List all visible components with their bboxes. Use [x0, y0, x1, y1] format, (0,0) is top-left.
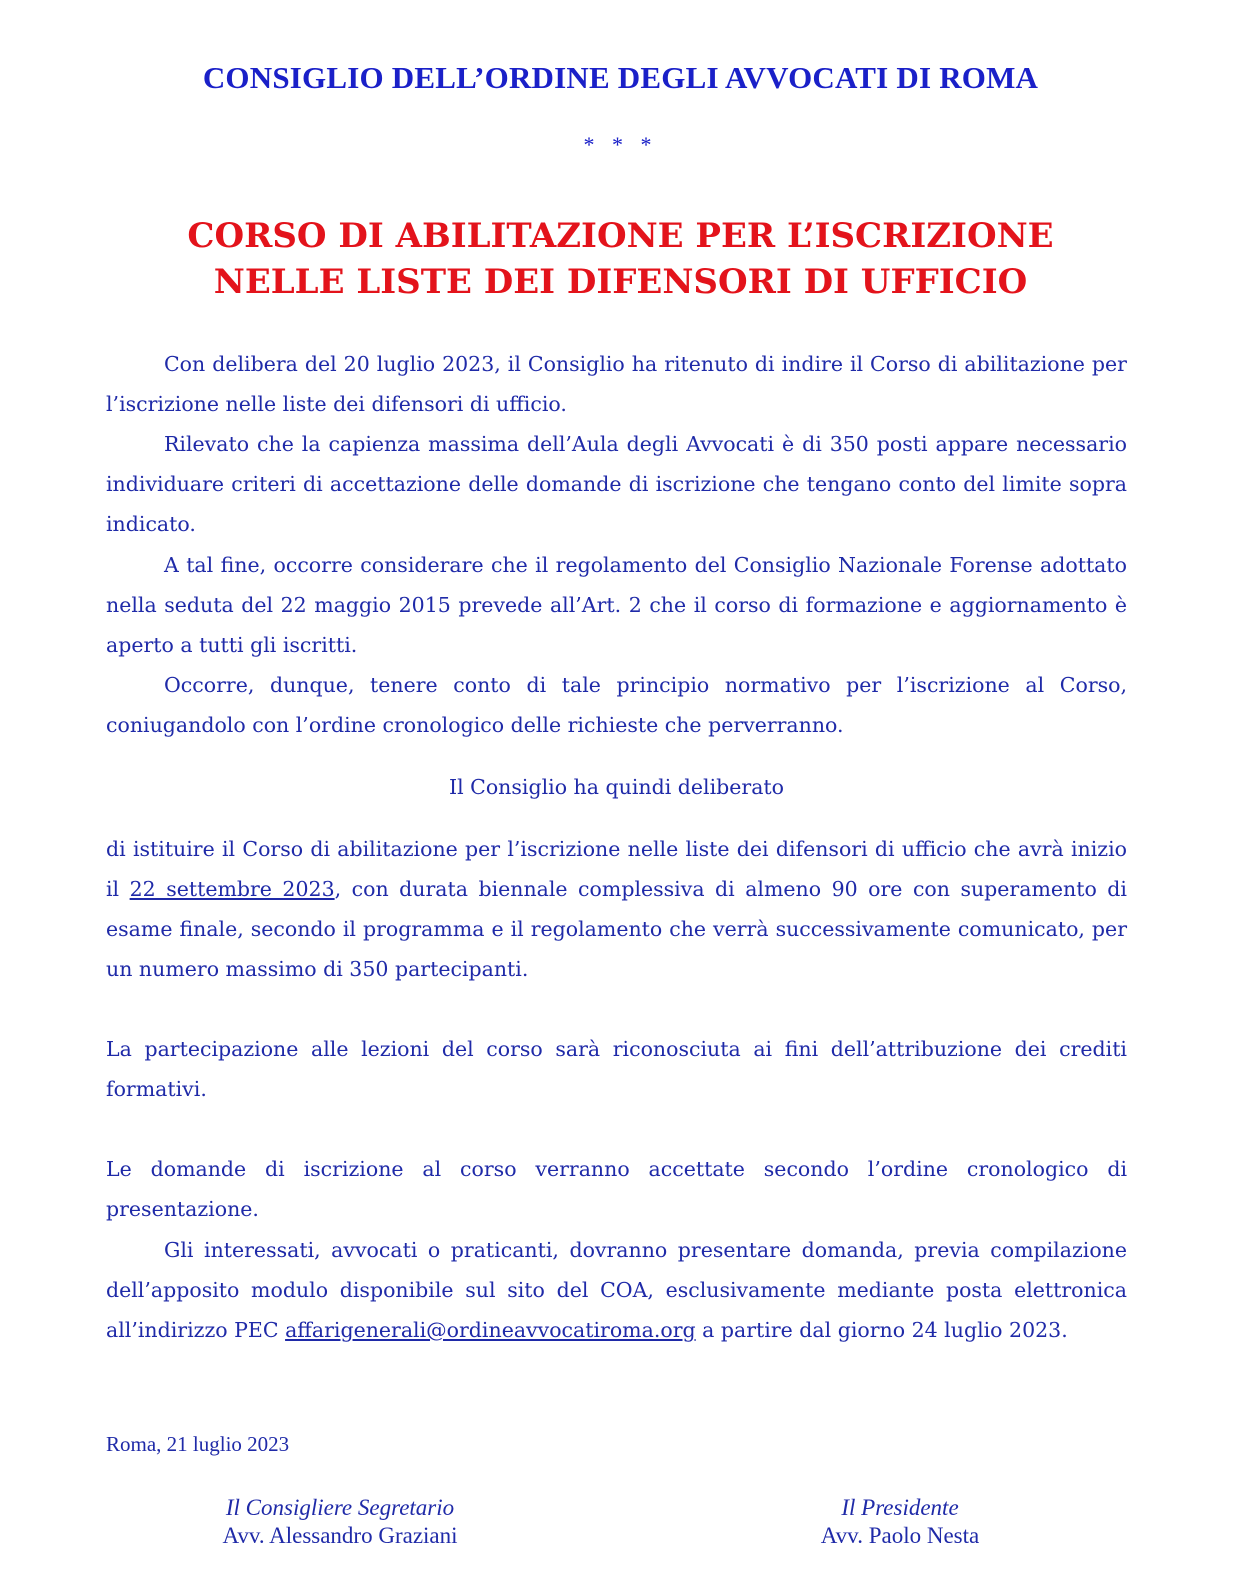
signature-president	[770, 1494, 1030, 1550]
modalita-text-end: a partire dal giorno 24 luglio 2023.	[695, 1318, 1068, 1342]
paragraph-capienza: Rilevato che la capienza massima dell’Aula degli Avvocati è di 350 posti appare necessario individuare criteri di accettazione delle domande di iscrizione che tengano conto del limite sopra indicato.	[106, 432, 1127, 536]
title-line-2: NELLE LISTE DEI DIFENSORI DI UFFICIO	[213, 262, 1028, 302]
title-line-1: CORSO DI ABILITAZIONE PER L’ISCRIZIONE	[187, 216, 1054, 256]
istituzione-text-end: , con durata biennale complessiva di almeno 90 ore con superamento di esame finale, secondo il programma e il regolamento che verrà successivamente comunicato, per un numero massimo di 350 partecipanti.	[106, 877, 1127, 981]
signature-president-name: Avv. Paolo Nesta	[820, 1523, 980, 1548]
istituzione-text-start: di istituire il Corso di abilitazione per l’iscrizione nelle liste dei difensori di ufficio che avrà inizio il	[106, 837, 1127, 901]
paragraph-domande: Le domande di iscrizione al corso verranno accettate secondo l’ordine cronologico di presentazione.	[106, 1157, 1127, 1221]
deliberato-heading: Il Consiglio ha quindi deliberato	[448, 775, 785, 799]
place-date: Roma, 21 luglio 2023	[106, 1432, 290, 1456]
start-date: 22 settembre 2023	[129, 877, 335, 901]
paragraph-istituzione	[106, 829, 1127, 989]
pec-email-link[interactable]: affarigenerali@ordineavvocatiroma.org	[285, 1318, 696, 1342]
modalita-text-start: Gli interessati, avvocati o praticanti, dovranno presentare domanda, previa compilazione dell’apposito modulo disponibile sul sito del COA, esclusivamente mediante posta elettronica all’indirizzo PEC	[106, 1238, 1127, 1342]
signature-secretary-role: Il Consigliere Segretario	[225, 1495, 455, 1520]
separator-stars: * * *	[583, 132, 658, 157]
paragraph-principio: Occorre, dunque, tenere conto di tale principio normativo per l’iscrizione al Corso, coniugandolo con l’ordine cronologico delle richieste che perverranno.	[106, 673, 1127, 737]
paragraph-regolamento: A tal fine, occorre considerare che il regolamento del Consiglio Nazionale Forense adottato nella seduta del 22 maggio 2015 prevede all’Art. 2 che il corso di formazione e aggiornamento è aperto a tutti gli iscritti.	[106, 553, 1127, 657]
signature-president-role: Il Presidente	[841, 1495, 959, 1520]
paragraph-delibera: Con delibera del 20 luglio 2023, il Consiglio ha ritenuto di indire il Corso di abilitazione per l’iscrizione nelle liste dei difensori di ufficio.	[106, 352, 1127, 416]
signature-secretary	[190, 1494, 490, 1550]
signature-secretary-name: Avv. Alessandro Graziani	[222, 1523, 458, 1548]
paragraph-modalita	[106, 1230, 1127, 1350]
document-title	[0, 213, 1241, 305]
paragraph-crediti: La partecipazione alle lezioni del corso sarà riconosciuta ai fini dell’attribuzione dei crediti formativi.	[106, 1037, 1127, 1101]
organization-header: CONSIGLIO DELL’ORDINE DEGLI AVVOCATI DI ROMA	[202, 60, 1039, 95]
